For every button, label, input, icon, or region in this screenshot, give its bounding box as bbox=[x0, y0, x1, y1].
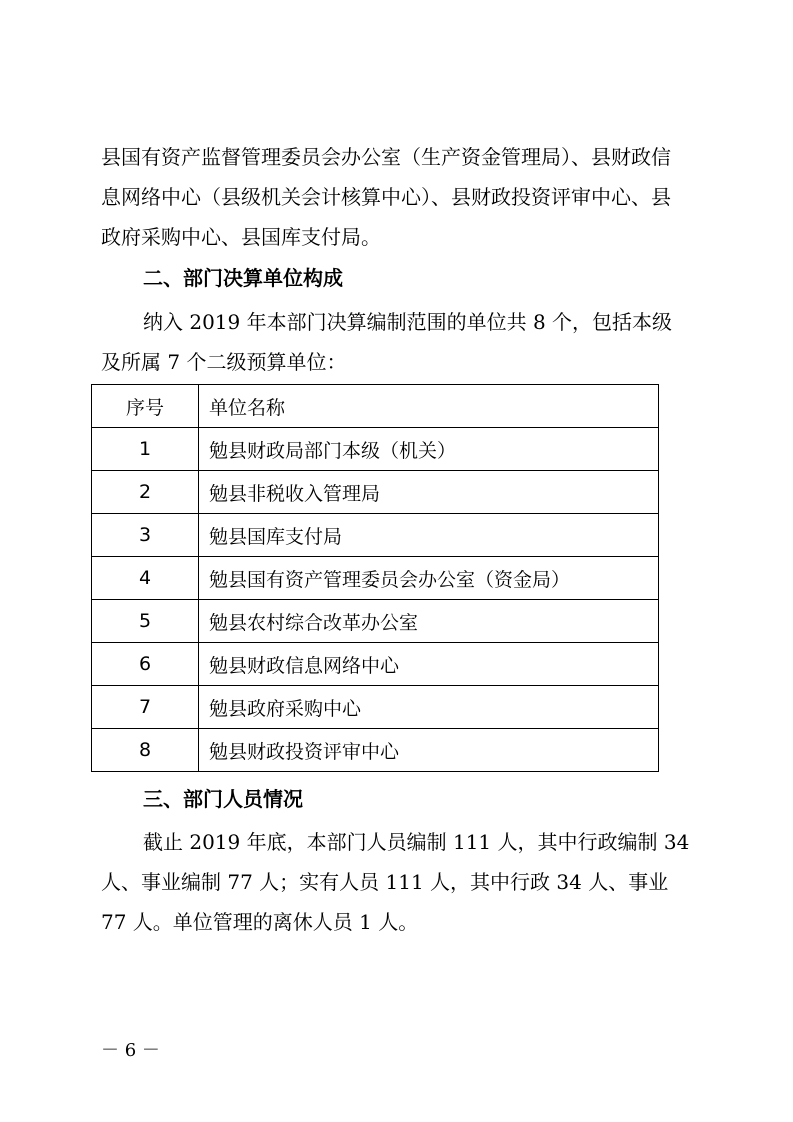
table-row bbox=[92, 514, 659, 557]
text-line: 截止 2019 年底，本部门人员编制 111 人，其中行政编制 34 bbox=[143, 830, 690, 854]
row-number: 2 bbox=[92, 471, 199, 514]
row-unit-name: 勉县财政局部门本级（机关） bbox=[199, 428, 659, 471]
unit-table bbox=[91, 384, 659, 772]
row-number: 3 bbox=[92, 514, 199, 557]
header-cell-number: 序号 bbox=[92, 385, 199, 428]
row-number: 1 bbox=[92, 428, 199, 471]
table-row bbox=[92, 729, 659, 772]
row-number: 6 bbox=[92, 643, 199, 686]
row-number: 8 bbox=[92, 729, 199, 772]
table-row bbox=[92, 600, 659, 643]
row-number: 5 bbox=[92, 600, 199, 643]
text-line: 纳入 2019 年本部门决算编制范围的单位共 8 个，包括本级 bbox=[143, 310, 673, 334]
unit-composition-paragraph bbox=[101, 302, 701, 382]
row-unit-name: 勉县财政信息网络中心 bbox=[199, 643, 659, 686]
row-number: 7 bbox=[92, 686, 199, 729]
row-unit-name: 勉县农村综合改革办公室 bbox=[199, 600, 659, 643]
section-heading-unit-composition: 二、部门决算单位构成 bbox=[143, 266, 343, 290]
intro-paragraph bbox=[101, 137, 701, 257]
table-row bbox=[92, 428, 659, 471]
section-heading-staff: 三、部门人员情况 bbox=[143, 787, 303, 811]
table-row bbox=[92, 686, 659, 729]
staff-paragraph bbox=[101, 822, 701, 942]
row-unit-name: 勉县财政投资评审中心 bbox=[199, 729, 659, 772]
page-number: － 6 － bbox=[101, 1040, 160, 1061]
table-header-row bbox=[92, 385, 659, 428]
text-line: 77 人。单位管理的离休人员 1 人。 bbox=[101, 910, 419, 934]
text-line: 及所属 7 个二级预算单位： bbox=[101, 350, 347, 374]
row-unit-name: 勉县国库支付局 bbox=[199, 514, 659, 557]
header-cell-unit-name: 单位名称 bbox=[199, 385, 659, 428]
row-unit-name: 勉县政府采购中心 bbox=[199, 686, 659, 729]
text-line: 县国有资产监督管理委员会办公室（生产资金管理局）、县财政信 bbox=[101, 145, 671, 169]
table-row bbox=[92, 643, 659, 686]
text-line: 人、事业编制 77 人；实有人员 111 人，其中行政 34 人、事业 bbox=[101, 870, 669, 894]
row-number: 4 bbox=[92, 557, 199, 600]
row-unit-name: 勉县国有资产管理委员会办公室（资金局） bbox=[199, 557, 659, 600]
text-line: 政府采购中心、县国库支付局。 bbox=[101, 225, 381, 249]
table-row bbox=[92, 557, 659, 600]
row-unit-name: 勉县非税收入管理局 bbox=[199, 471, 659, 514]
table-row bbox=[92, 471, 659, 514]
text-line: 息网络中心（县级机关会计核算中心）、县财政投资评审中心、县 bbox=[101, 185, 671, 209]
